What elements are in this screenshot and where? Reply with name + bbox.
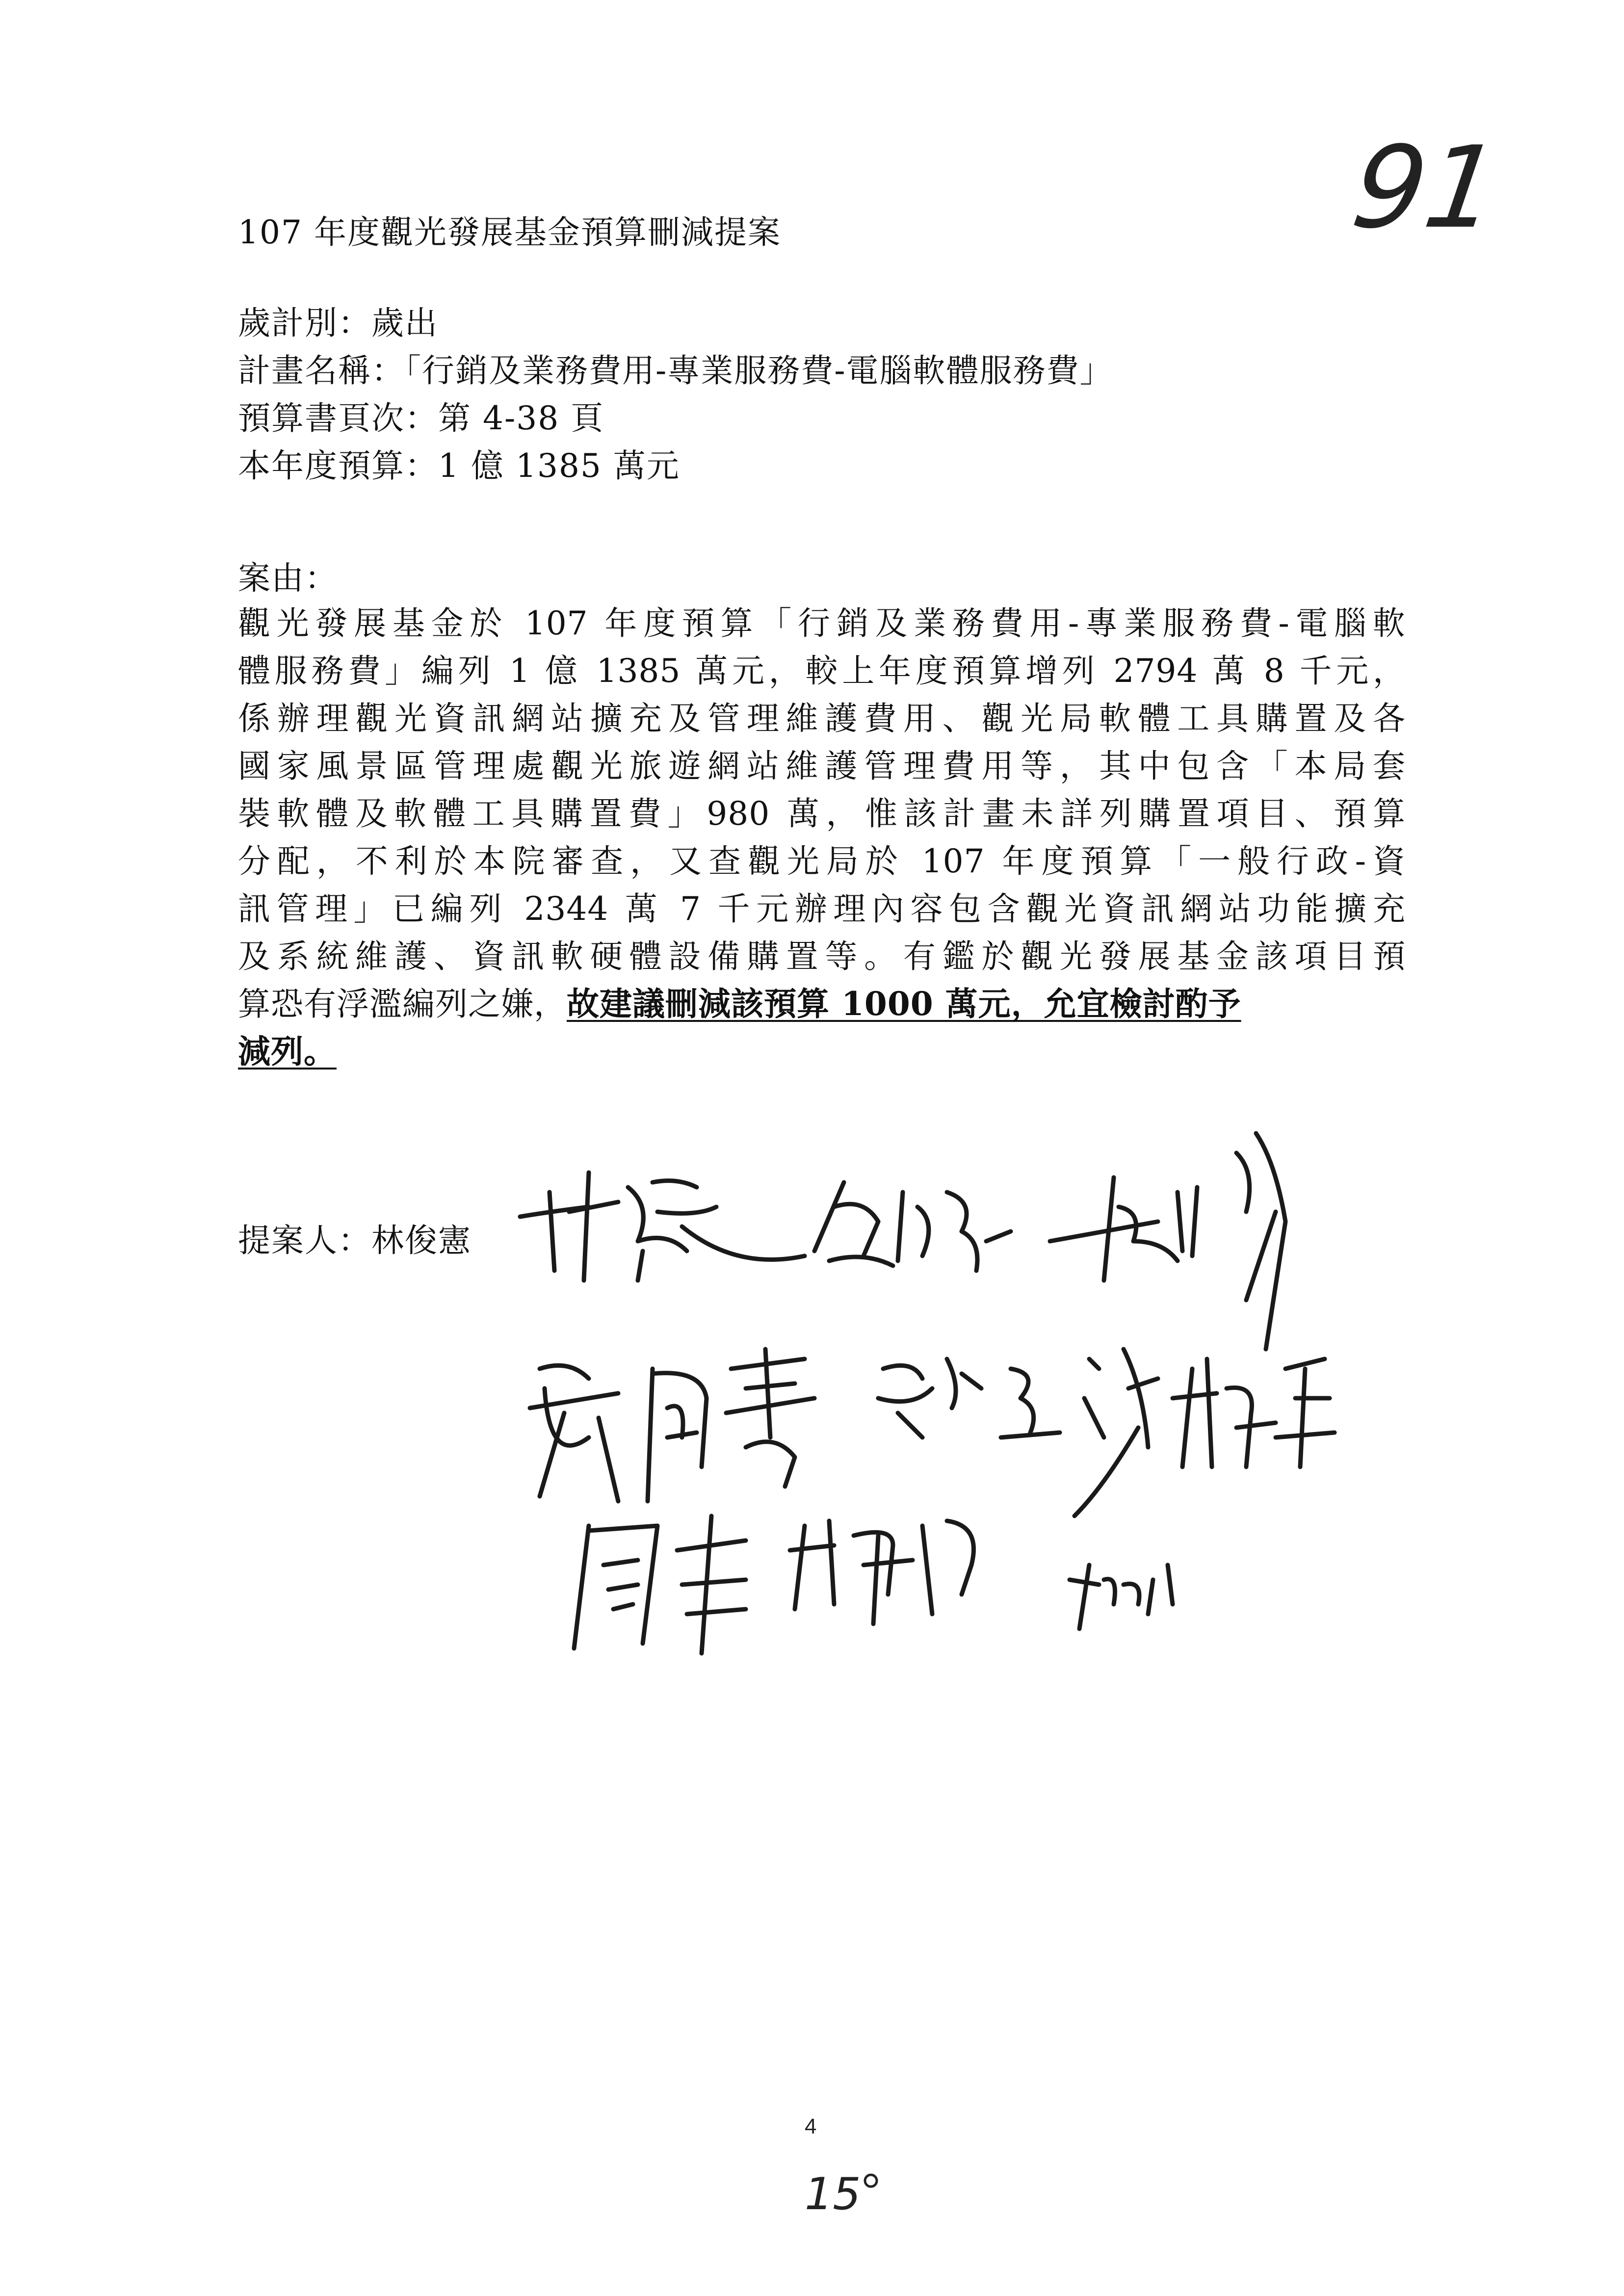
body-line: 分配，不利於本院審查，又查觀光局於 107 年度預算「一般行政-資 [238, 842, 1406, 880]
proposer-line: 提案人：林俊憲 [238, 1222, 471, 1259]
body-line-plain: 算恐有浮濫編列之嫌， [238, 985, 567, 1023]
signature-3 [1050, 1133, 1285, 1349]
meta-project-name: 計畫名稱：「行銷及業務費用-專業服務費-電腦軟體服務費」 [238, 352, 1113, 390]
document-title: 107 年度觀光發展基金預算刪減提案 [238, 213, 781, 251]
body-line [238, 1028, 1406, 1075]
meta-current-budget: 本年度預算：1 億 1385 萬元 [238, 447, 680, 485]
page-number: 4 [805, 2114, 817, 2139]
body-line: 裝軟體及軟體工具購置費」980 萬，惟該計畫未詳列購置項目、預算 [238, 795, 1406, 833]
meta-category: 歲計別：歲出 [238, 304, 438, 342]
body-line [238, 980, 1406, 1028]
body-line: 體服務費」編列 1 億 1385 萬元，較上年度預算增列 2794 萬 8 千元， [238, 652, 1406, 690]
signature-4c [726, 1349, 814, 1487]
signature-8 [790, 1521, 973, 1624]
handwritten-page-number: 91 [1345, 123, 1507, 254]
signature-5b [1074, 1349, 1158, 1516]
degree-mark [861, 2171, 881, 2191]
body-line: 觀光發展基金於 107 年度預算「行銷及業務費用-專業服務費-電腦軟 [238, 604, 1406, 642]
recommendation-emphasis-end: 減列。 [238, 1032, 337, 1070]
body-line: 係辦理觀光資訊網站擴充及管理維護費用、觀光局軟體工具購置及各 [238, 700, 1406, 737]
reason-label: 案由： [238, 559, 338, 597]
handwritten-footer-number: 15 [805, 2168, 861, 2220]
handwritten-signatures [491, 1094, 1521, 1683]
signature-4 [530, 1365, 618, 1501]
body-line: 及系統維護、資訊軟硬體設備購置等。有鑑於觀光發展基金該項目預 [238, 938, 1406, 975]
body-line: 國家風景區管理處觀光旅遊網站維護管理費用等，其中包含「本局套 [238, 747, 1406, 785]
signature-5 [878, 1359, 1060, 1437]
meta-block [238, 299, 1113, 490]
meta-budget-page: 預算書頁次：第 4-38 頁 [238, 399, 604, 437]
signature-1 [520, 1173, 805, 1280]
signature-6 [1173, 1359, 1335, 1467]
signature-9 [1070, 1565, 1173, 1629]
signature-7 [574, 1516, 746, 1653]
reason-body [238, 600, 1406, 1075]
body-line: 訊管理」已編列 2344 萬 7 千元辦理內容包含觀光資訊網站功能擴充 [238, 890, 1406, 928]
signature-4b [648, 1369, 707, 1501]
recommendation-emphasis: 故建議刪減該預算 1000 萬元，允宜檢討酌予 [567, 985, 1241, 1023]
signature-2 [814, 1182, 1011, 1271]
